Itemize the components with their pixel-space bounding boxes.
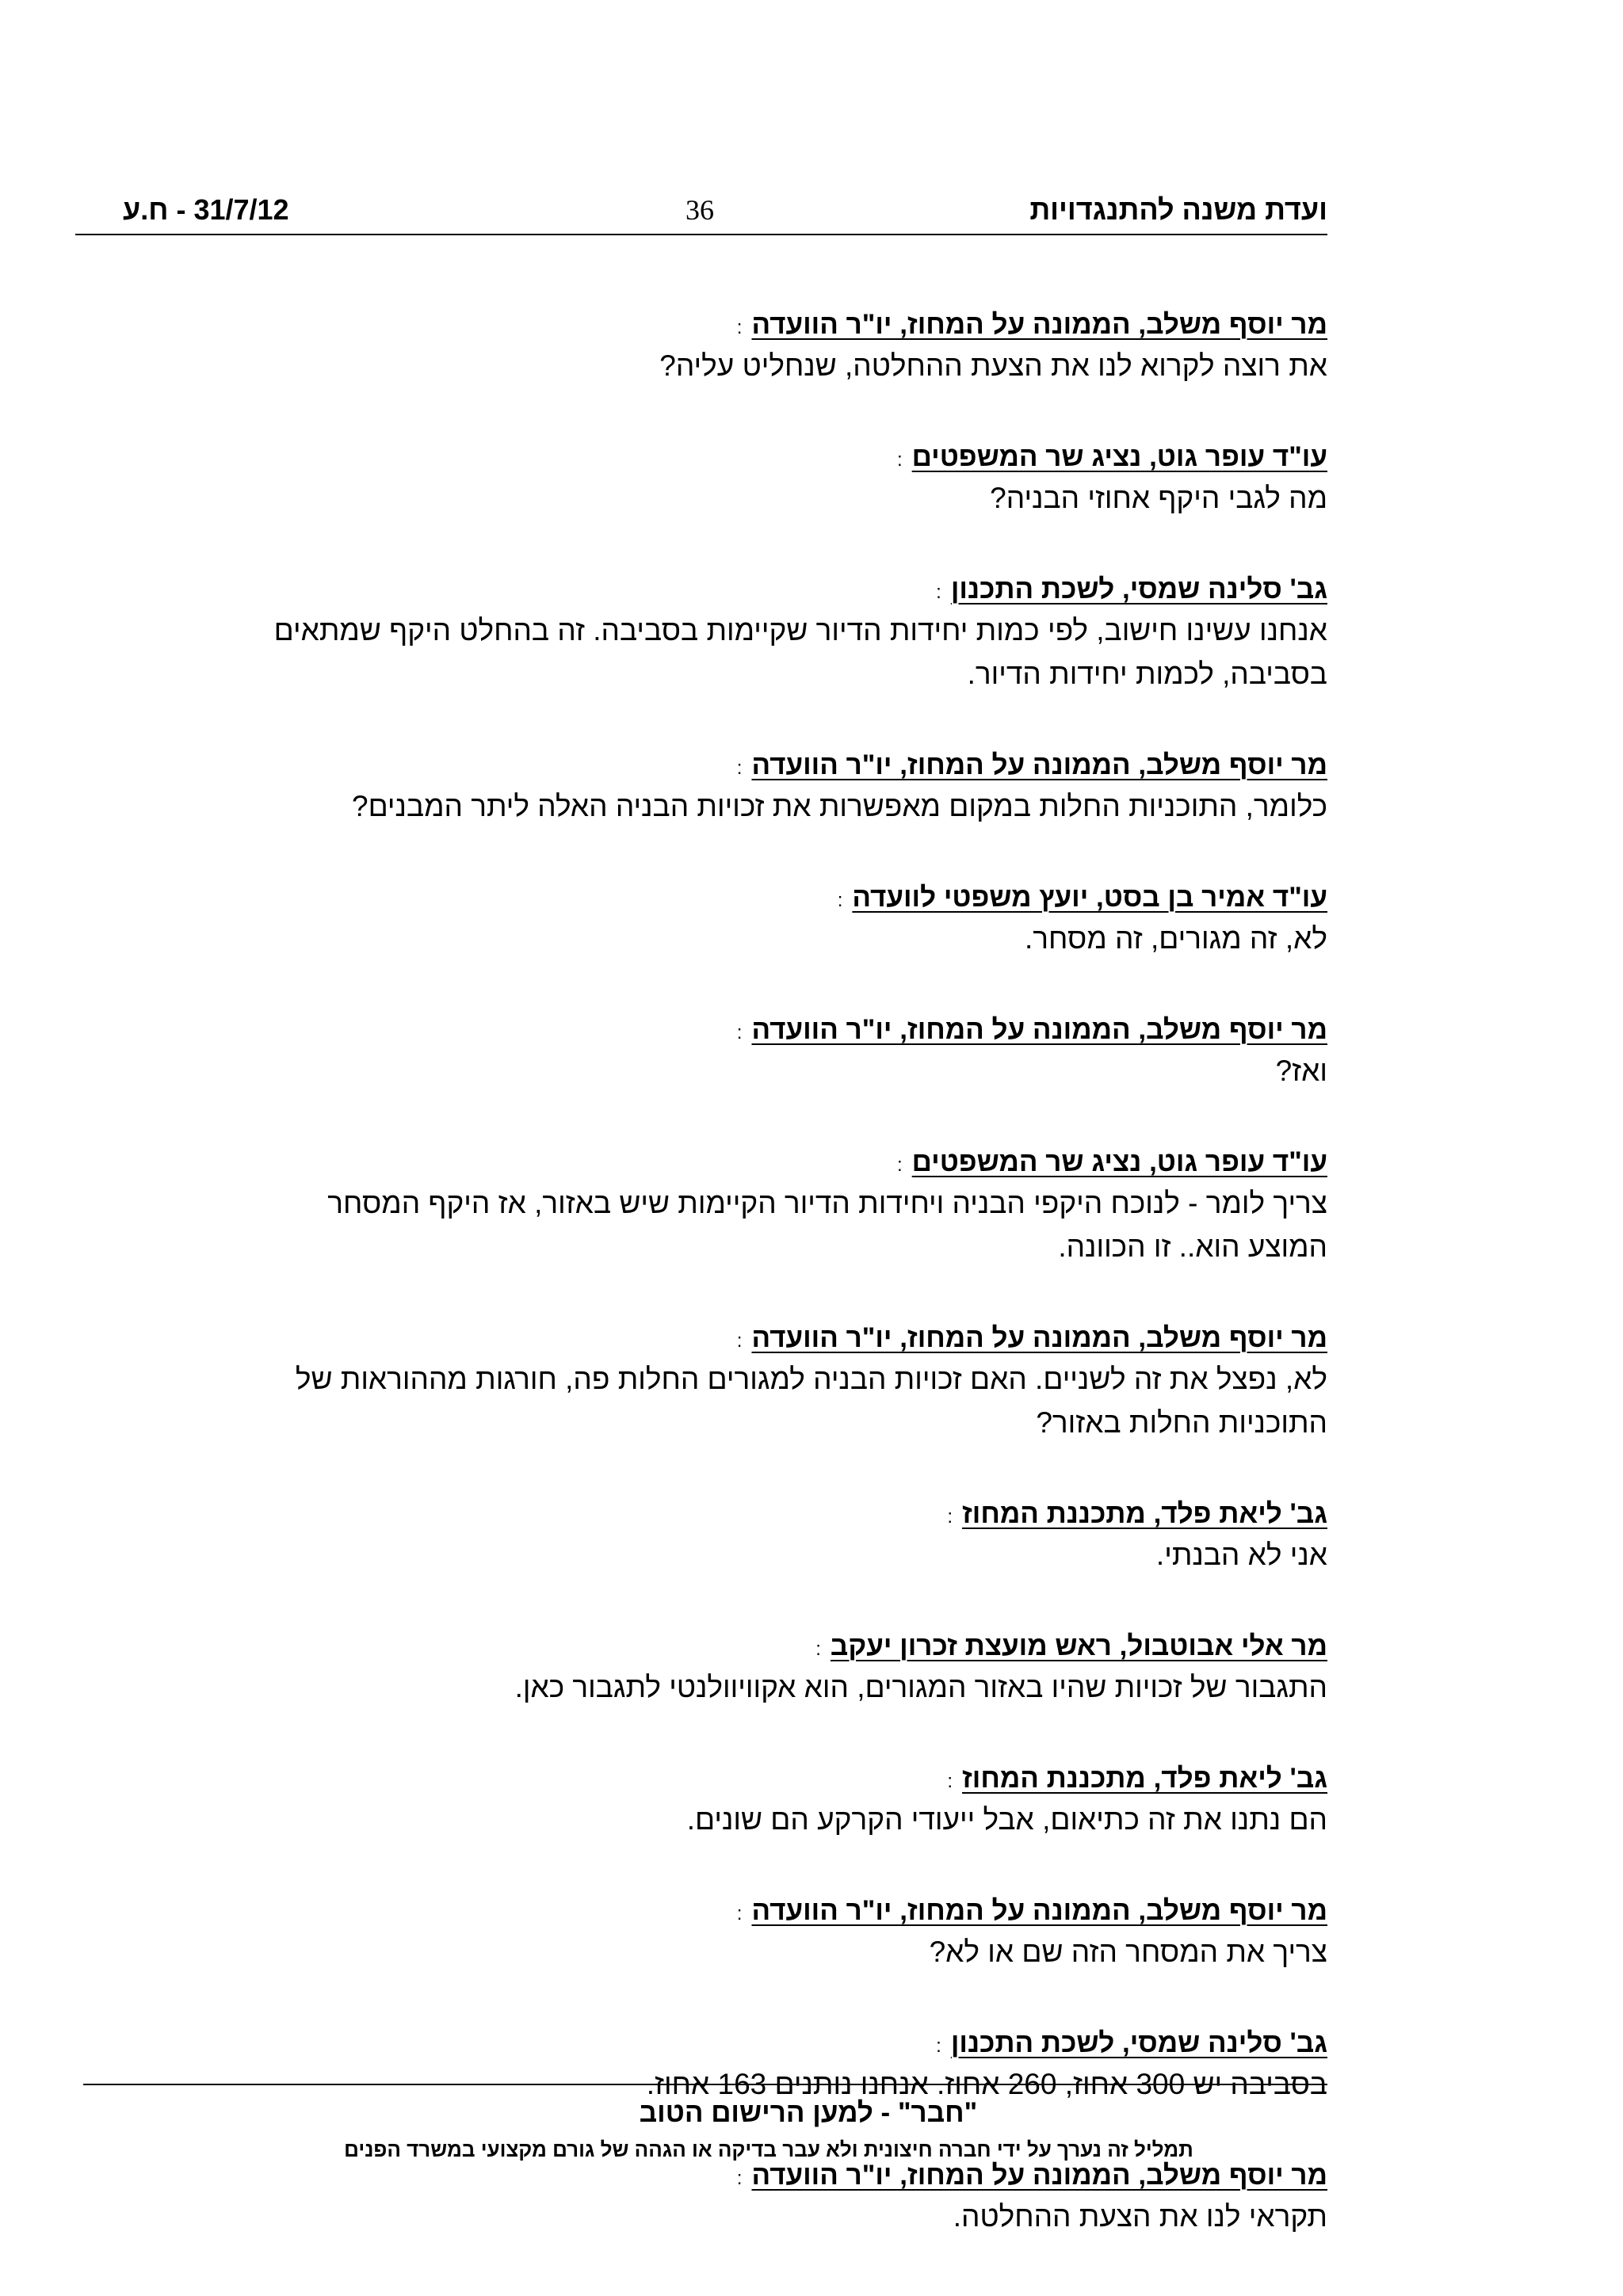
speech-line: המוצע הוא.. זו הכוונה. (1058, 1230, 1327, 1263)
speech-line: תקראי לנו את הצעת ההחלטה. (953, 2200, 1327, 2233)
speech-line: התגבור של זכויות שהיו באזור המגורים, הוא אקוויוולנטי לתגבור כאן. (514, 1671, 1327, 1703)
speech-line: אנחנו עשינו חישוב, לפי כמות יחידות הדיור שקיימות בסביבה. זה בהחלט היקף שמתאים (273, 614, 1327, 646)
speaker-colon: : (736, 757, 743, 779)
transcript-entry (75, 1760, 1327, 1841)
speech-line: ואז? (1275, 1055, 1327, 1087)
transcript-entry (75, 1143, 1327, 1268)
speaker-colon: : (736, 1022, 743, 1043)
transcript-entry (75, 1892, 1327, 1974)
speaker-name: מר יוסף משלב, הממונה על המחוז, יו"ר הוועדה (751, 1322, 1327, 1353)
speaker-line (75, 1143, 1327, 1181)
speaker-name: עו"ד עופר גוט, נציג שר המשפטים (911, 441, 1327, 472)
transcript-entry (75, 746, 1327, 828)
speaker-name: עו"ד אמיר בן בסט, יועץ משפטי לוועדה (852, 882, 1327, 913)
transcript-entry (75, 1011, 1327, 1093)
speech-line: הם נתנו את זה כתיאום, אבל ייעודי הקרקע הם שונים. (686, 1803, 1327, 1836)
transcript-entry (75, 306, 1327, 387)
page-number: 36 (685, 194, 714, 226)
speech-line: צריך את המסחר הזה שם או לא? (929, 1936, 1327, 1968)
speaker-line (75, 1627, 1327, 1665)
transcript-entry (75, 1495, 1327, 1577)
speaker-name: גב' סלינה שמסי, לשכת התכנון (950, 574, 1327, 605)
speaker-colon: : (815, 1638, 821, 1660)
speaker-line (75, 746, 1327, 784)
speaker-name: מר יוסף משלב, הממונה על המחוז, יו"ר הוועדה (751, 749, 1327, 780)
committee-title: ועדת משנה להתנגדויות (1029, 193, 1327, 226)
speech-line: התוכניות החלות באזור? (1036, 1406, 1327, 1439)
speaker-colon: : (736, 317, 743, 338)
speech-line: בסביבה יש 300 אחוז, 260 אחוז. אנחנו נותנים 163 אחוז. (646, 2068, 1327, 2100)
speaker-line (75, 1495, 1327, 1533)
speaker-name: גב' ליאת פלד, מתכננת המחוז (962, 1498, 1327, 1529)
speaker-name: מר יוסף משלב, הממונה על המחוז, יו"ר הוועדה (751, 1014, 1327, 1045)
transcript-entry (75, 879, 1327, 960)
speaker-line (75, 306, 1327, 344)
speaker-colon: : (896, 1154, 903, 1176)
speaker-colon: : (736, 1903, 743, 1924)
speaker-colon: : (736, 1330, 743, 1352)
speaker-name: גב' סלינה שמסי, לשכת התכנון (950, 2027, 1327, 2058)
footer-tagline: "חבר" - למען הרישום הטוב (639, 2097, 978, 2128)
speaker-colon: : (736, 2168, 743, 2189)
speech-line: בסביבה, לכמות יחידות הדיור. (967, 658, 1327, 690)
speaker-name: מר אלי אבוטבול, ראש מועצת זכרון יעקב (830, 1630, 1327, 1661)
speaker-name: מר יוסף משלב, הממונה על המחוז, יו"ר הוועדה (751, 1895, 1327, 1926)
speaker-colon: : (896, 449, 903, 471)
speech-line: לא, נפצל את זה לשניים. האם זכויות הבניה למגורים החלות פה, חורגות מההוראות של (295, 1363, 1327, 1395)
date-initials: 31/7/12 - ח.ע (123, 193, 289, 226)
speech-line: מה לגבי היקף אחוזי הבניה? (990, 482, 1327, 514)
speech-line: לא, זה מגורים, זה מסחר. (1025, 922, 1327, 955)
speaker-name: מר יוסף משלב, הממונה על המחוז, יו"ר הוועדה (751, 2160, 1327, 2191)
page-header (75, 190, 1327, 235)
speaker-colon: : (936, 582, 941, 603)
speech-line: את רוצה לקרוא לנו את הצעת ההחלטה, שנחליט עליה? (659, 349, 1327, 382)
speaker-line (75, 1760, 1327, 1798)
speaker-line (75, 570, 1327, 608)
speaker-line (75, 438, 1327, 476)
speaker-line (75, 1319, 1327, 1357)
speaker-name: מר יוסף משלב, הממונה על המחוז, יו"ר הוועדה (751, 309, 1327, 340)
speech-line: אני לא הבנתי. (1155, 1539, 1327, 1571)
transcript-entry (75, 1627, 1327, 1709)
transcript-entry (75, 438, 1327, 520)
speaker-line (75, 879, 1327, 917)
speaker-name: גב' ליאת פלד, מתכננת המחוז (962, 1763, 1327, 1794)
speaker-line (75, 1011, 1327, 1049)
speaker-line (75, 1892, 1327, 1930)
footer-disclaimer: תמליל זה נערך על ידי חברה חיצונית ולא עבר בדיקה או הגהה של גורם מקצועי במשרד הפנים (344, 2138, 1193, 2161)
transcript-entry (75, 1319, 1327, 1444)
speech-line: צריך לומר - לנוכח היקפי הבניה ויחידות הדיור הקיימות שיש באזור, אז היקף המסחר (327, 1187, 1327, 1219)
speaker-colon: : (947, 1506, 953, 1527)
transcript-entry (75, 2157, 1327, 2238)
speaker-line (75, 2024, 1327, 2062)
speech-line: כלומר, התוכניות החלות במקום מאפשרות את זכויות הבניה האלה ליתר המבנים? (352, 790, 1327, 822)
speaker-colon: : (947, 1771, 953, 1792)
header-divider (75, 234, 1327, 235)
speaker-name: עו"ד עופר גוט, נציג שר המשפטים (911, 1146, 1327, 1177)
speaker-colon: : (837, 890, 843, 911)
footer-divider (83, 2084, 1327, 2085)
speaker-colon: : (936, 2035, 941, 2057)
transcript-entry (75, 570, 1327, 696)
transcript-body (75, 306, 1327, 2289)
